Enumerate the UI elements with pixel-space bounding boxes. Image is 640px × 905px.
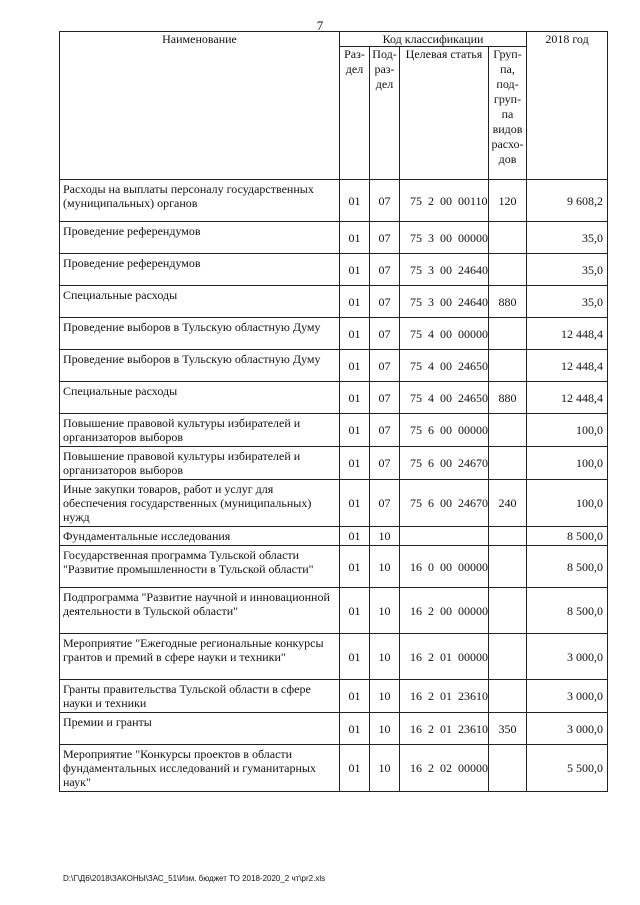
row-name: Мероприятие "Ежегодные региональные конкурсы грантов и премий в сфере науки и техники" [60,634,340,680]
row-section: 01 [340,745,370,792]
table-row [60,382,608,414]
row-group [489,588,527,634]
row-group [489,745,527,792]
row-section: 01 [340,222,370,254]
table-body [60,180,608,792]
row-subsection: 10 [370,680,400,713]
row-subsection: 10 [370,588,400,634]
header-group: Груп- па, под- груп- па видов расхо- дов [489,47,527,180]
row-subsection: 07 [370,350,400,382]
table-row [60,350,608,382]
row-subsection: 07 [370,222,400,254]
file-path-footer: D:\Г\Д6\2018\ЗАКОНЫ\ЗАС_51\Изм. бюджет ТО 2018-2020_2 чт\pr2.xls [63,874,326,883]
header-name: Наименование [60,32,340,180]
row-section: 01 [340,527,370,546]
row-target-article: 75 3 00 24640 [400,286,489,318]
header-target-article: Целевая статья [400,47,489,180]
row-sum: 3 000,0 [527,680,608,713]
table-row [60,480,608,527]
row-target-article: 16 2 01 23610 [400,713,489,745]
row-section: 01 [340,382,370,414]
row-section: 01 [340,318,370,350]
row-name: Проведение референдумов [60,254,340,286]
row-subsection: 07 [370,180,400,222]
row-target-article: 16 2 01 23610 [400,680,489,713]
row-target-article [400,527,489,546]
row-name: Проведение референдумов [60,222,340,254]
row-name: Государственная программа Тульской области "Развитие промышленности в Тульской области" [60,546,340,588]
table-row [60,680,608,713]
table-row [60,745,608,792]
row-group [489,634,527,680]
row-subsection: 07 [370,447,400,480]
header-year: 2018 год [527,32,608,180]
row-sum: 35,0 [527,254,608,286]
table-row [60,634,608,680]
row-section: 01 [340,447,370,480]
table-row [60,414,608,447]
table-row [60,713,608,745]
row-name: Специальные расходы [60,382,340,414]
row-section: 01 [340,680,370,713]
row-group: 880 [489,382,527,414]
row-section: 01 [340,713,370,745]
row-group [489,546,527,588]
table-row [60,546,608,588]
row-group: 240 [489,480,527,527]
row-target-article: 75 6 00 00000 [400,414,489,447]
row-target-article: 16 2 01 00000 [400,634,489,680]
row-subsection: 10 [370,527,400,546]
row-sum: 35,0 [527,286,608,318]
row-subsection: 07 [370,414,400,447]
row-target-article: 75 6 00 24670 [400,480,489,527]
row-subsection: 10 [370,634,400,680]
row-sum: 100,0 [527,480,608,527]
row-group [489,680,527,713]
table-row [60,318,608,350]
row-sum: 100,0 [527,447,608,480]
row-sum: 3 000,0 [527,634,608,680]
row-section: 01 [340,350,370,382]
row-target-article: 75 6 00 24670 [400,447,489,480]
row-section: 01 [340,414,370,447]
row-section: 01 [340,634,370,680]
table-row [60,588,608,634]
header-code-classification: Код классификации [340,32,527,47]
table-row [60,254,608,286]
row-target-article: 75 4 00 24650 [400,382,489,414]
row-sum: 3 000,0 [527,713,608,745]
row-group: 350 [489,713,527,745]
row-group [489,254,527,286]
row-group [489,222,527,254]
row-name: Фундаментальные исследования [60,527,340,546]
row-name: Проведение выборов в Тульскую областную Думу [60,350,340,382]
header-subsection: Под- раз- дел [370,47,400,180]
page-number: 7 [316,18,324,33]
row-subsection: 07 [370,318,400,350]
row-subsection: 10 [370,546,400,588]
row-group [489,527,527,546]
row-sum: 5 500,0 [527,745,608,792]
budget-table [59,31,608,792]
table-row [60,527,608,546]
row-sum: 8 500,0 [527,527,608,546]
row-name: Гранты правительства Тульской области в сфере науки и техники [60,680,340,713]
row-section: 01 [340,254,370,286]
row-group [489,350,527,382]
row-name: Специальные расходы [60,286,340,318]
row-section: 01 [340,588,370,634]
row-sum: 35,0 [527,222,608,254]
row-subsection: 07 [370,480,400,527]
row-sum: 9 608,2 [527,180,608,222]
row-group [489,447,527,480]
row-name: Премии и гранты [60,713,340,745]
table-row [60,447,608,480]
row-group: 880 [489,286,527,318]
row-sum: 12 448,4 [527,350,608,382]
row-target-article: 75 2 00 00110 [400,180,489,222]
row-section: 01 [340,480,370,527]
row-sum: 100,0 [527,414,608,447]
row-subsection: 10 [370,745,400,792]
row-target-article: 16 0 00 00000 [400,546,489,588]
table-row [60,180,608,222]
row-target-article: 75 4 00 00000 [400,318,489,350]
row-group: 120 [489,180,527,222]
row-subsection: 07 [370,254,400,286]
row-name: Иные закупки товаров, работ и услуг для обеспечения государственных (муниципальных) нужд [60,480,340,527]
row-name: Повышение правовой культуры избирателей и организаторов выборов [60,447,340,480]
row-subsection: 07 [370,286,400,318]
row-name: Мероприятие "Конкурсы проектов в области фундаментальных исследований и гуманитарных наук" [60,745,340,792]
row-group [489,318,527,350]
row-subsection: 10 [370,713,400,745]
row-name: Расходы на выплаты персоналу государственных (муниципальных) органов [60,180,340,222]
row-sum: 8 500,0 [527,546,608,588]
row-name: Подпрограмма "Развитие научной и инновационной деятельности в Тульской области" [60,588,340,634]
row-sum: 12 448,4 [527,382,608,414]
row-target-article: 16 2 02 00000 [400,745,489,792]
row-sum: 8 500,0 [527,588,608,634]
header-section: Раз- дел [340,47,370,180]
row-section: 01 [340,180,370,222]
row-target-article: 75 3 00 00000 [400,222,489,254]
row-target-article: 16 2 00 00000 [400,588,489,634]
row-section: 01 [340,286,370,318]
row-section: 01 [340,546,370,588]
row-sum: 12 448,4 [527,318,608,350]
row-target-article: 75 4 00 24650 [400,350,489,382]
row-target-article: 75 3 00 24640 [400,254,489,286]
row-name: Проведение выборов в Тульскую областную Думу [60,318,340,350]
table-row [60,222,608,254]
row-name: Повышение правовой культуры избирателей и организаторов выборов [60,414,340,447]
row-group [489,414,527,447]
row-subsection: 07 [370,382,400,414]
table-row [60,286,608,318]
